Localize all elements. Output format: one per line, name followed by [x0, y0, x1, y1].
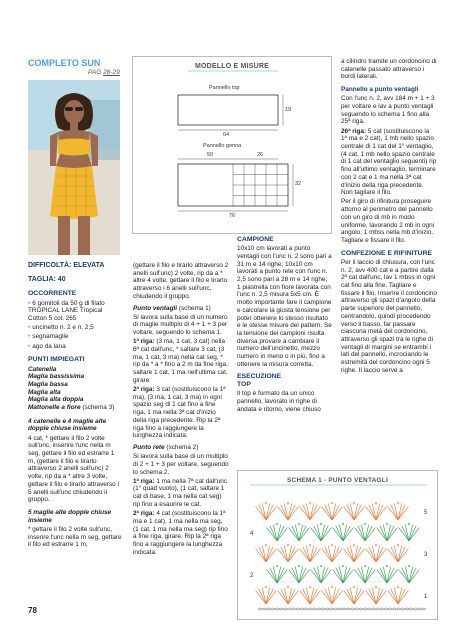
base-chain	[376, 608, 380, 610]
chain-stitch	[375, 586, 377, 588]
s2-r1-text: 1 ma nella 7ª cat dall'unc (1° quad vuoto), (1 cat, saltare 1 cat di base, 1 ma nella cat seg) rip fino a esaurire le cat.	[133, 477, 228, 508]
base-chain	[401, 608, 405, 610]
s2-intro: Si lavora sulla base di un multiplo di 2 + 1 + 3 per voltare, seguendo lo schema 2.	[133, 453, 229, 476]
point-last-note: (schema 3)	[82, 404, 115, 412]
s1-row1	[133, 338, 229, 384]
s1-heading	[133, 305, 229, 313]
top-panel-label: Pannello top	[209, 85, 240, 91]
base-chain	[342, 608, 346, 610]
need-item: • ago da lana	[28, 343, 122, 351]
chain-stitch	[309, 586, 311, 588]
base-chain	[330, 608, 334, 610]
page-prefix: PAG	[88, 69, 102, 76]
s2-schema: (schema 2)	[166, 443, 199, 451]
chain-stitch	[353, 586, 355, 588]
chain-stitch	[265, 544, 267, 546]
base-chain	[288, 608, 292, 610]
row-number: 3	[424, 552, 428, 558]
s1-r1-label: 1ª riga:	[133, 338, 155, 346]
point-item: Catenella	[28, 365, 57, 373]
size: TAGLIA: 40	[28, 275, 66, 283]
needs-title: OCCORRENTE	[28, 290, 77, 298]
base-chain	[321, 608, 325, 610]
base-chain	[363, 608, 367, 610]
s2-title: Punto rete	[133, 443, 165, 451]
mid-p1: (gettare il filo e tirarlo attraverso 2 anelli sull'unc) 2 volte, rip da a * altre 4 volte, gettare il filo e tirarlo attraverso i 6 anelli sull'unc, chiudendo il gruppo.	[133, 262, 229, 300]
s2-r2-text: 4 cat (sostituiscono la 1ª ma e 1 cat), 1 ma nella ma seg, (1 cat, 1 ma nella ma seg) rip fino a fine riga, girare. Rip la 2ª riga fino a raggiungere la lunghezza indicata.	[133, 510, 228, 556]
base-chain	[309, 608, 313, 610]
campione-text: 10x10 cm lavorati a punto ventagli con l'unc n. 2 sono pari a 31 m e 14 righe; 10x10 cm lavorati a punto rete con l'unc n. 2,5 sono pari a 28 m e 14 righe; 1 piastrella con fiore lavorata con l'unc n. 2,5 misura 5x5 cm. È molto importante fare il campione e calcolare la giusta tensione per poter ottenere lo stesso risultato e le stesse misure del pattern. Se la tensione dei campioni risulta diversa provare a cambiare il numero dell'uncinetto, mezzo numero in meno o in più, fino a ottenere la misura corretta.	[237, 245, 332, 368]
chain-stitch	[287, 502, 289, 504]
point-item: Maglia bassa	[28, 380, 68, 388]
skirt-height: 32	[295, 181, 302, 187]
chain-stitch	[298, 523, 300, 525]
base-chain	[414, 608, 418, 610]
base-chain	[393, 608, 397, 610]
middle-column	[133, 262, 229, 558]
top-height: 19	[285, 107, 292, 113]
chain-stitch	[397, 586, 399, 588]
row-number: 1	[424, 594, 428, 600]
schema-box	[237, 470, 438, 620]
chain-stitch	[353, 544, 355, 546]
chain-stitch	[309, 544, 311, 546]
s2-row1	[133, 478, 229, 509]
base-chain	[279, 608, 283, 610]
model-illustration	[28, 80, 120, 255]
finishing-text: Per il giro di rifinitura proseguire attorno al perimetro del pannello con un giro di mb in modo uniforme, lavorando 2 mb in ogni angolo; 1 mbss nella mb d'inizio. Tagliare e fissare il filo.	[341, 198, 435, 244]
chain-stitch	[397, 502, 399, 504]
s1-r1-text: (3 ma, 1 cat, 3 cat) nella 6ª cat dall'unc, * saltare 3 cat, (3 ma, 1 cat, 3 ma) nella cat seg, * rip da * a * fino a 2 m da fine riga, saltare 1 cat, 1 ma nell'ultima cat, girare	[133, 338, 228, 384]
base-chain	[346, 608, 350, 610]
points-title: PUNTI IMPIEGATI	[28, 356, 85, 364]
base-chain	[384, 608, 388, 610]
page-reference	[88, 69, 120, 76]
chain-stitch	[287, 586, 289, 588]
difficulty: DIFFICOLTÀ: ELEVATA	[28, 262, 105, 269]
base-chain	[304, 608, 308, 610]
point-item: Maglia bassissima	[28, 373, 85, 381]
chain-stitch	[364, 565, 366, 567]
s5-title: 5 maglie alte doppie chiuse insieme	[28, 508, 112, 524]
base-chain	[283, 608, 287, 610]
base-chain	[359, 608, 363, 610]
point-last-label: Mattonelle a fiore	[28, 404, 81, 412]
chain-stitch	[309, 502, 311, 504]
chain-stitch	[386, 565, 388, 567]
page-ref: 28-29	[103, 69, 120, 76]
chain-stitch	[397, 544, 399, 546]
top-title: TOP	[237, 381, 251, 389]
chain-stitch	[375, 502, 377, 504]
row-number: 5	[424, 510, 428, 516]
base-chain	[367, 608, 371, 610]
model-measures-box	[132, 56, 332, 234]
base-chain	[313, 608, 317, 610]
s1-schema: (schema 1)	[178, 304, 211, 312]
s4-title: 4 catenelle e 4 maglie alte doppie chiuse insieme	[28, 417, 107, 433]
chain-stitch	[320, 523, 322, 525]
right-column	[341, 58, 437, 376]
right-p0: a cilindro tramite un cordoncino di catenelle passato attraverso i bordi laterali.	[341, 58, 437, 81]
chain-stitch	[375, 544, 377, 546]
esecuzione-title: ESECUZIONE	[237, 373, 282, 381]
base-chain	[258, 608, 262, 610]
chain-stitch	[265, 586, 267, 588]
right-middle-column	[237, 236, 332, 415]
chain-stitch	[276, 565, 278, 567]
page-number: 78	[28, 606, 37, 615]
base-chain	[372, 608, 376, 610]
s5-text: * gettare il filo 2 volte sull'unc, inserire l'unc nella m seg, gettare il filo ed estrarre 1 m,	[28, 525, 122, 549]
base-chain	[292, 608, 296, 610]
base-chain	[271, 608, 275, 610]
s2-heading	[133, 444, 229, 452]
base-chain	[405, 608, 409, 610]
point-item-last	[28, 404, 122, 412]
top-text: Il top è formato da un unico pannello, lavorato in righe di andata e ritorno, viene chiuso	[237, 390, 321, 413]
model-box-title: MODELLO E MISURE	[195, 63, 269, 70]
row-number: 2	[250, 573, 254, 579]
base-chain	[296, 608, 300, 610]
base-chain	[275, 608, 279, 610]
chain-stitch	[298, 565, 300, 567]
skirt-b: 26	[257, 152, 264, 158]
chain-stitch	[342, 523, 344, 525]
base-chain	[325, 608, 329, 610]
point-item: Maglia alta doppia	[28, 396, 84, 404]
chain-stitch	[342, 565, 344, 567]
s4-text: 4 cat, * gettare il filo 2 volte sull'unc, inserire l'unc nella m seg, gettare il filo ed estrarre 1 m, (gettare il filo e tirarlo attraverso 2 anelli sull'unc) 2 volte, rip da a * altre 3 volte, gettare il filo e tirarlo attraverso i 5 anelli sull'unc chiudendo il gruppo.	[28, 434, 119, 504]
base-chain	[334, 608, 338, 610]
skirt-panel-label: Pannello gonna	[203, 143, 242, 149]
schema-diagram	[238, 471, 439, 621]
chain-stitch	[287, 544, 289, 546]
need-item: • uncinetto n. 2 e n. 2,5	[28, 324, 122, 332]
base-chain	[409, 608, 413, 610]
s2-row2	[133, 510, 229, 556]
conf-title: CONFEZIONE E RIFINITURE	[341, 249, 433, 257]
base-chain	[267, 608, 271, 610]
s1-intro: Si lavora sulla base di un numero di maglie multiplo di 4 + 1 + 3 per voltare, seguendo lo schema 1.	[133, 313, 228, 337]
s1-row2	[133, 386, 229, 440]
base-chain	[262, 608, 266, 610]
pv-text: Con l'unc n. 2, avv 184 m + 1 + 3 per voltare e lav a punto ventagli seguendo lo schema 1 fino alla 25ª riga.	[341, 95, 435, 126]
top-width: 64	[223, 132, 230, 138]
base-chain	[317, 608, 321, 610]
chain-stitch	[331, 586, 333, 588]
base-chain	[422, 608, 426, 610]
skirt-a: 50	[207, 152, 214, 158]
s1-r2-text: 3 cat (sostituiscono la 1ª ma), (3 ma, 1 cat, 3 ma) in ogni spazio seg di 1 cat fino a fine riga, 1 ma nella 3ª cat d'inizio della riga precedente. Rip la 2ª riga fino a raggiungere la lunghezza indicata.	[133, 386, 226, 440]
row26-text: 5 cat (sostituiscono la 1ª ma e 2 cat), 1 mb nello spazio centrale di 1 cat del 1° ventaglio, (4 cat, 1 mb nello spazio centrale di 1 cat del ventaglio seguenti) rip fino all'ultimo ventaglio, terminare con 2 cat e 1 ma nella 3ª cat d'inizio della riga precedente. Non tagliare il filo.	[341, 127, 437, 197]
chain-stitch	[353, 502, 355, 504]
base-chain	[388, 608, 392, 610]
base-chain	[397, 608, 401, 610]
s1-title: Punto ventagli	[133, 304, 178, 312]
skirt-width: 76	[229, 213, 236, 219]
need-item: • 6 gomitoli da 50 g di filato TROPICAL LANE Tropical Cotton 5 col. 265	[28, 300, 122, 323]
project-title: COMPLETO SUN	[28, 58, 101, 68]
base-chain	[418, 608, 422, 610]
s2-r1-label: 1ª riga:	[133, 477, 155, 485]
campione-title: CAMPIONE	[237, 236, 274, 243]
base-chain	[338, 608, 342, 610]
chain-stitch	[386, 523, 388, 525]
base-chain	[300, 608, 304, 610]
chain-stitch	[364, 523, 366, 525]
model-photo	[28, 80, 120, 255]
schema-title: SCHEMA 1 - PUNTO VENTAGLI	[287, 477, 388, 484]
chain-stitch	[331, 544, 333, 546]
base-chain	[380, 608, 384, 610]
row-number: 4	[250, 531, 254, 537]
chain-stitch	[276, 523, 278, 525]
chain-stitch	[331, 502, 333, 504]
base-chain	[355, 608, 359, 610]
chain-stitch	[320, 565, 322, 567]
pv-title: Pannello a punto ventagli	[341, 86, 419, 94]
s2-r2-label: 2ª riga:	[133, 510, 155, 518]
chain-stitch	[265, 502, 267, 504]
left-column	[28, 262, 122, 551]
need-item: • segnamaglie	[28, 333, 122, 341]
s1-r2-label: 2ª riga:	[133, 386, 155, 394]
conf-text: Per il laccio di chiusura, con l'unc n. 2, avv 400 cat e a partire dalla 2ª cat dall'unc, lav 1 mbss in ogni cat fino alla fine. Tagliare e fissare il filo. Inserire il cordoncino attraverso gli spazi d'angolo della parte superiore del pannello, centrandolo, quindi procedendo verso il basso, far passare ciascuna metà del cordoncino, attraverso gli spazi tra le righe di ventagli di margini se entrambi i lati del pannello, incrociando le estremità del cordoncino ogni 5 righe. Il laccio serve a	[341, 258, 437, 374]
base-chain	[351, 608, 355, 610]
chain-stitch	[408, 565, 410, 567]
row26-label: 26ª riga:	[341, 127, 367, 135]
point-item: Maglia alta	[28, 388, 61, 396]
row26	[341, 128, 437, 197]
chain-stitch	[408, 523, 410, 525]
